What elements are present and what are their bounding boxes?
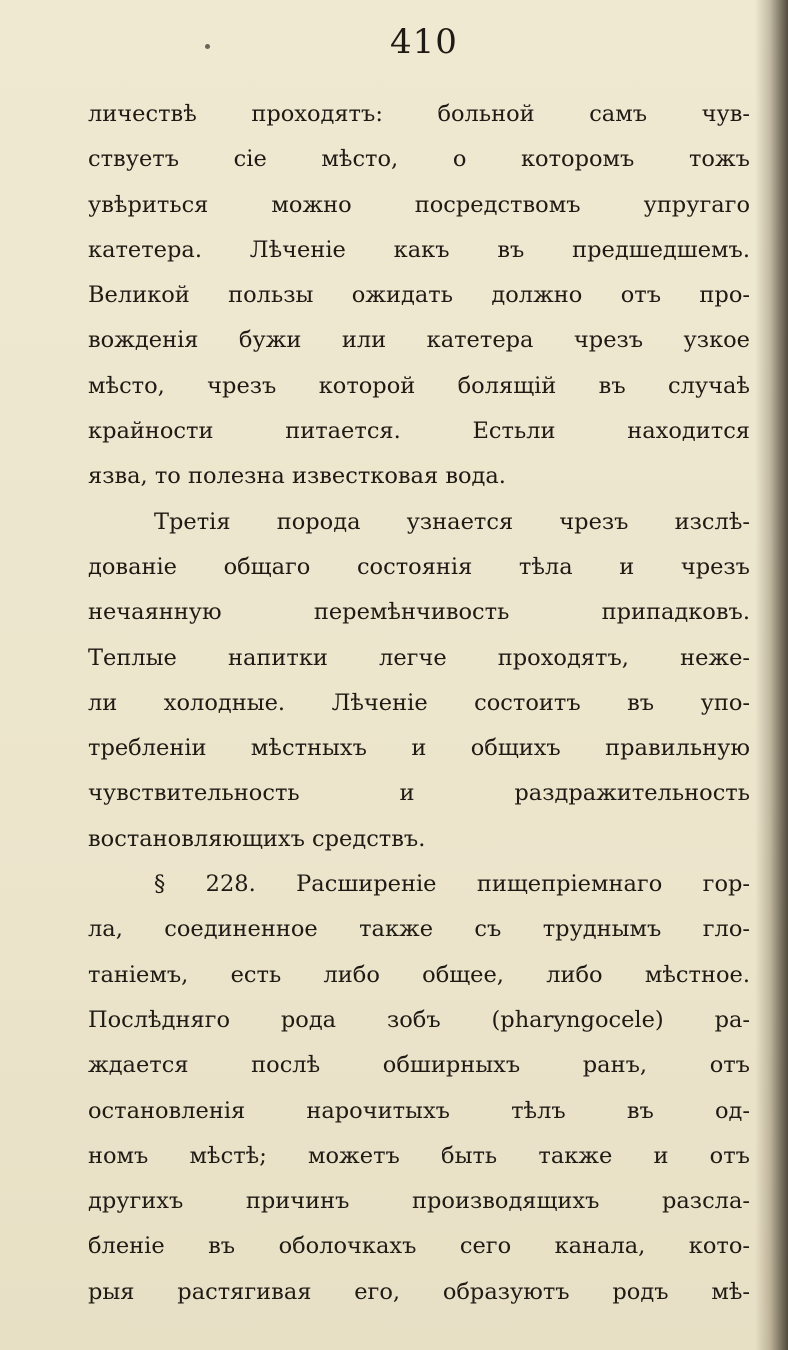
text-line: нечаянную перемѣнчивость припадковъ.: [88, 599, 750, 626]
text-line: крайности питается. Естьли находится: [88, 418, 750, 445]
text-line: ствуетъ сіе мѣсто, о которомъ тожъ: [88, 146, 750, 173]
paragraph-3: [88, 862, 750, 1315]
text-line: личествѣ проходятъ: больной самъ чув-: [88, 101, 750, 127]
text-line: требленіи мѣстныхъ и общихъ правильную: [88, 735, 750, 762]
text-line: Великой пользы ожидать должно отъ про-: [88, 282, 750, 309]
text-line: вожденія бужи или катетера чрезъ узкое: [88, 327, 750, 354]
text-line: увѣриться можно посредствомъ упругаго: [88, 191, 750, 218]
text-line: рыя растягивая его, образуютъ родъ мѣ-: [88, 1278, 750, 1305]
text-line: ждается послѣ обширныхъ ранъ, отъ: [88, 1052, 750, 1079]
page-number: 410: [390, 22, 458, 62]
text-line: мѣсто, чрезъ которой болящій въ случаѣ: [88, 372, 750, 399]
text-line: востановляющихъ средствъ.: [88, 825, 426, 852]
text-line: Послѣдняго рода зобъ (pharyngocele) ра-: [88, 1006, 750, 1033]
text-line: чувствительность и раздражительность: [88, 780, 750, 807]
text-line: § 228. Расширеніе пищепріемнаго гор-: [154, 871, 750, 898]
text-line: номъ мѣстѣ; можетъ быть также и отъ: [88, 1142, 750, 1169]
text-line: язва, то полезна известковая вода.: [88, 463, 506, 490]
text-line: ли холодные. Лѣченіе состоитъ въ упо-: [88, 689, 750, 716]
text-line: катетера. Лѣченіе какъ въ предшедшемъ.: [88, 236, 750, 263]
ink-dot: [205, 44, 210, 49]
text-line: бленіе въ оболочкахъ сего канала, кото-: [88, 1233, 750, 1260]
paragraph-1: [88, 92, 750, 500]
text-line: таніемъ, есть либо общее, либо мѣстное.: [88, 961, 750, 988]
text-line: Третія порода узнается чрезъ изслѣ-: [154, 508, 750, 535]
text-line: остановленія нарочитыхъ тѣлъ въ од-: [88, 1097, 750, 1124]
text-line: Теплые напитки легче проходятъ, неже-: [88, 644, 750, 671]
paragraph-2: [88, 500, 750, 862]
text-line: ла, соединенное также съ труднымъ гло-: [88, 916, 750, 943]
body-text: [88, 92, 750, 1315]
text-line: дованіе общаго состоянія тѣла и чрезъ: [88, 553, 750, 580]
text-line: другихъ причинъ производящихъ разсла-: [88, 1188, 750, 1215]
